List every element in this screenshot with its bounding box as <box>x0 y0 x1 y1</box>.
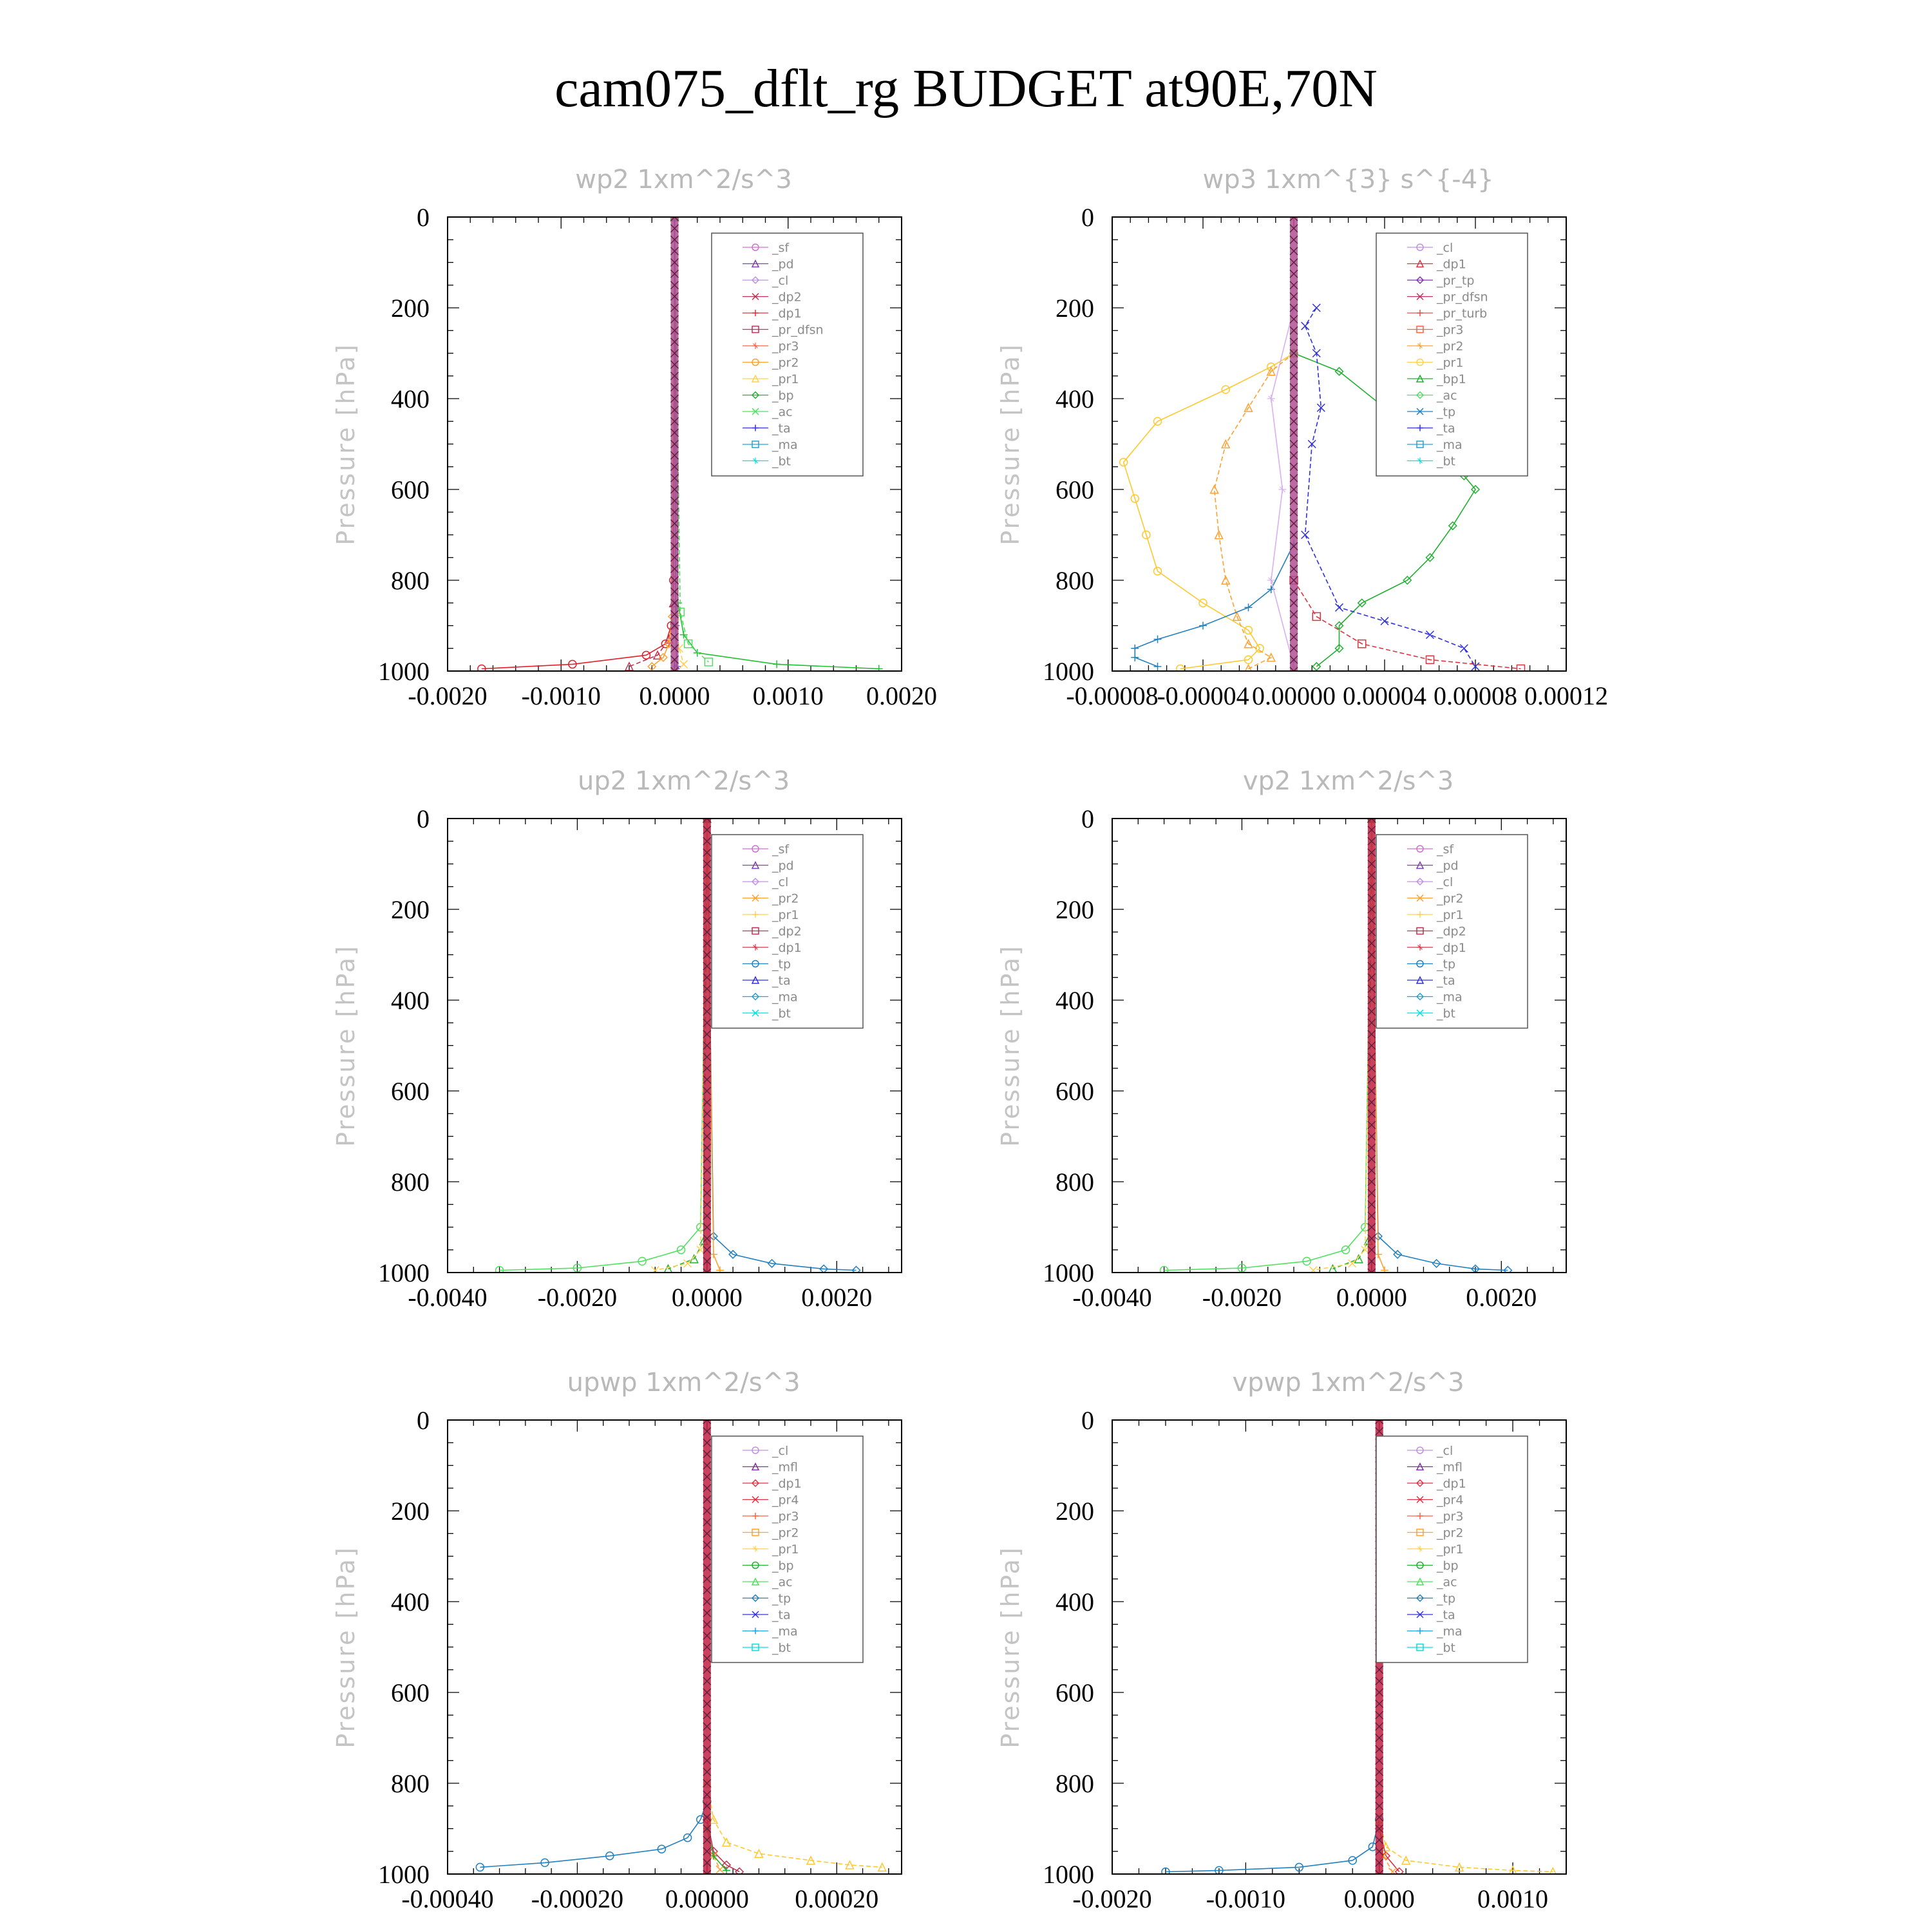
legend-entry: _mfl <box>1437 1460 1463 1475</box>
y-tick-label: 800 <box>1056 566 1094 595</box>
series-line <box>480 1801 707 1867</box>
series-line <box>1166 1819 1379 1871</box>
series-line <box>1124 354 1294 669</box>
y-tick-label: 200 <box>391 1497 430 1526</box>
y-tick-label: 200 <box>391 895 430 924</box>
panel-title: wp3 1xm^{3} s^{-4} <box>1202 165 1494 194</box>
legend-entry: _pr1 <box>1437 1542 1464 1557</box>
legend-entry: _sf <box>772 842 790 857</box>
figure-title: cam075_dflt_rg BUDGET at90E,70N <box>554 59 1378 118</box>
x-tick-label: 0.00004 <box>1343 681 1426 710</box>
y-tick-label: 200 <box>1056 895 1094 924</box>
y-tick-label: 1000 <box>1043 657 1094 686</box>
legend-entry: _bt <box>1437 454 1456 469</box>
chart-panel <box>996 766 1566 1312</box>
x-tick-label: -0.0040 <box>408 1283 488 1312</box>
legend <box>712 835 863 1028</box>
legend-entry: _bt <box>772 1007 791 1021</box>
x-tick-label: -0.0020 <box>537 1283 618 1312</box>
data-point <box>1267 576 1275 584</box>
legend-entry: _dp2 <box>772 924 802 939</box>
legend-entry: _tp <box>772 1591 791 1606</box>
data-point <box>684 1260 692 1267</box>
legend-entry: _pr2 <box>772 355 799 370</box>
y-tick-label: 800 <box>391 566 430 595</box>
y-tick-label: 0 <box>417 203 430 232</box>
chart-panel <box>332 1368 902 1913</box>
chart-panel <box>996 165 1608 710</box>
series-line <box>500 819 707 1271</box>
x-tick-label: 0.0000 <box>1343 1884 1415 1913</box>
y-tick-label: 0 <box>1081 804 1094 833</box>
x-tick-label: -0.0010 <box>1206 1884 1286 1913</box>
x-tick-label: -0.0020 <box>1072 1884 1152 1913</box>
legend-entry: _ta <box>1437 421 1455 436</box>
data-point <box>1267 395 1275 402</box>
data-point <box>1336 603 1343 611</box>
legend-entry: _ma <box>772 1624 798 1639</box>
legend-entry: _ma <box>1437 438 1463 452</box>
x-tick-label: -0.00020 <box>531 1884 624 1913</box>
legend-entry: _sf <box>772 241 790 255</box>
legend-entry: _pr2 <box>772 1526 799 1540</box>
y-tick-label: 400 <box>1056 384 1094 413</box>
y-tick-label: 400 <box>391 384 430 413</box>
legend-entry: _pd <box>1437 858 1459 873</box>
series-line <box>629 217 675 667</box>
y-tick-label: 400 <box>1056 986 1094 1015</box>
y-tick-label: 1000 <box>1043 1258 1094 1287</box>
panel-title: vp2 1xm^2/s^3 <box>1242 766 1454 796</box>
legend-entry: _pr_dfsn <box>772 323 824 337</box>
legend-entry: _cl <box>1437 875 1454 889</box>
x-tick-label: -0.0010 <box>521 681 601 710</box>
legend-entry: _pr2 <box>772 891 799 906</box>
legend-entry: _pr4 <box>772 1493 799 1508</box>
legend-entry: _pr1 <box>772 372 799 386</box>
legend-entry: _ac <box>1437 1575 1457 1589</box>
legend-entry: _ta <box>772 1608 791 1622</box>
data-point <box>694 649 701 657</box>
x-tick-label: -0.0040 <box>1072 1283 1152 1312</box>
legend-entry: _pd <box>772 257 794 272</box>
legend-entry: _ac <box>772 405 793 419</box>
legend-entry: _pr_dfsn <box>1437 290 1488 305</box>
x-tick-label: 0.0020 <box>866 681 937 710</box>
y-tick-label: 200 <box>1056 294 1094 323</box>
chart-panel <box>996 1368 1566 1913</box>
legend <box>712 1436 863 1663</box>
data-point <box>1381 617 1388 625</box>
legend <box>1376 1436 1528 1663</box>
series-line <box>675 217 709 662</box>
legend-entry: _pr3 <box>772 1510 799 1524</box>
x-tick-label: 0.0000 <box>639 681 710 710</box>
y-tick-label: 800 <box>1056 1769 1094 1798</box>
y-tick-label: 1000 <box>378 1258 430 1287</box>
legend-entry: _ma <box>772 438 798 452</box>
legend-entry: _ma <box>1437 1624 1463 1639</box>
y-tick-label: 1000 <box>378 657 430 686</box>
data-point <box>1312 304 1320 312</box>
legend-entry: _ta <box>772 421 791 436</box>
series-line <box>482 217 675 669</box>
legend-entry: _cl <box>772 875 789 889</box>
x-tick-label: 0.0020 <box>1466 1283 1537 1312</box>
x-tick-label: 0.00000 <box>665 1884 749 1913</box>
legend-entry: _bp1 <box>1437 372 1466 386</box>
legend-entry: _ac <box>772 1575 793 1589</box>
panel-title: vpwp 1xm^2/s^3 <box>1232 1368 1464 1397</box>
x-tick-label: 0.0010 <box>1477 1884 1549 1913</box>
legend-entry: _cl <box>1437 241 1454 255</box>
legend-entry: _dp1 <box>772 307 802 321</box>
x-tick-label: -0.0020 <box>408 681 488 710</box>
y-axis-label: Pressure [hPa] <box>996 944 1025 1147</box>
y-tick-label: 200 <box>391 294 430 323</box>
legend-entry: _cl <box>1437 1444 1454 1458</box>
x-tick-label: -0.00008 <box>1066 681 1159 710</box>
legend-entry: _bp <box>1437 1558 1459 1573</box>
y-tick-label: 400 <box>391 1587 430 1616</box>
legend-entry: _tp <box>772 957 791 972</box>
legend-entry: _pr1 <box>1437 355 1464 370</box>
y-tick-label: 0 <box>417 1406 430 1435</box>
y-tick-label: 600 <box>1056 475 1094 504</box>
data-point <box>1302 531 1309 539</box>
data-point <box>1302 322 1309 330</box>
legend-entry: _pr1 <box>1437 908 1464 922</box>
x-tick-label: -0.0020 <box>1202 1283 1282 1312</box>
legend-entry: _pr2 <box>1437 1526 1464 1540</box>
legend-entry: _dp1 <box>772 941 802 955</box>
legend-entry: _dp2 <box>1437 924 1466 939</box>
legend-entry: _ma <box>772 990 798 1005</box>
series-line <box>1294 580 1521 669</box>
y-tick-label: 400 <box>1056 1587 1094 1616</box>
y-tick-label: 0 <box>1081 203 1094 232</box>
x-tick-label: 0.00000 <box>1252 681 1336 710</box>
data-point <box>1278 486 1286 493</box>
legend-entry: _pr1 <box>772 1542 799 1557</box>
legend-entry: _mfl <box>772 1460 798 1475</box>
x-tick-label: 0.00012 <box>1524 681 1608 710</box>
legend-entry: _pr4 <box>1437 1493 1464 1508</box>
legend <box>1376 233 1528 476</box>
y-tick-label: 0 <box>417 804 430 833</box>
legend-entry: _ta <box>1437 974 1455 988</box>
legend-entry: _tp <box>1437 1591 1456 1606</box>
chart-panel <box>332 165 937 710</box>
data-point <box>1349 1260 1356 1267</box>
y-tick-label: 600 <box>391 1077 430 1106</box>
y-tick-label: 600 <box>1056 1678 1094 1707</box>
data-point <box>680 660 688 668</box>
legend-entry: _sf <box>1437 842 1454 857</box>
data-point <box>1131 654 1139 661</box>
legend-entry: _bt <box>772 454 791 469</box>
x-tick-label: 0.0000 <box>671 1283 743 1312</box>
legend-entry: _pr2 <box>1437 891 1464 906</box>
series-line <box>655 819 707 1271</box>
legend-entry: _pd <box>772 858 794 873</box>
legend-entry: _pr_turb <box>1437 307 1488 321</box>
y-tick-label: 1000 <box>378 1860 430 1889</box>
x-tick-label: 0.00008 <box>1434 681 1517 710</box>
legend <box>1376 835 1528 1028</box>
y-tick-label: 800 <box>391 1168 430 1197</box>
legend-entry: _bt <box>772 1641 791 1655</box>
legend-entry: _dp1 <box>772 1477 802 1491</box>
legend-entry: _cl <box>772 1444 789 1458</box>
y-tick-label: 800 <box>391 1769 430 1798</box>
x-tick-label: -0.00040 <box>401 1884 494 1913</box>
legend-entry: _ta <box>772 974 791 988</box>
legend-entry: _tp <box>1437 957 1456 972</box>
legend-entry: _dp1 <box>1437 941 1466 955</box>
y-axis-label: Pressure [hPa] <box>996 1546 1025 1748</box>
legend <box>712 233 863 476</box>
legend-entry: _bt <box>1437 1007 1456 1021</box>
data-point <box>1460 645 1468 652</box>
legend-entry: _pr3 <box>772 339 799 354</box>
legend-entry: _dp2 <box>772 290 802 305</box>
legend-entry: _pr1 <box>772 908 799 922</box>
legend-entry: _pr3 <box>1437 1510 1464 1524</box>
data-point <box>1154 663 1162 670</box>
legend-entry: _ma <box>1437 990 1463 1005</box>
legend-entry: _pr3 <box>1437 323 1464 337</box>
y-axis-label: Pressure [hPa] <box>332 944 360 1147</box>
y-tick-label: 200 <box>1056 1497 1094 1526</box>
y-axis-label: Pressure [hPa] <box>332 343 360 545</box>
panel-title: upwp 1xm^2/s^3 <box>567 1368 800 1397</box>
y-tick-label: 400 <box>391 986 430 1015</box>
series-line <box>1164 819 1372 1271</box>
y-tick-label: 600 <box>391 475 430 504</box>
x-tick-label: 0.00020 <box>795 1884 879 1913</box>
x-tick-label: -0.00004 <box>1157 681 1249 710</box>
data-point <box>1199 622 1207 630</box>
legend-entry: _ta <box>1437 1608 1455 1622</box>
y-tick-label: 800 <box>1056 1168 1094 1197</box>
data-point <box>1131 645 1139 652</box>
legend-entry: _bp <box>772 388 794 403</box>
y-axis-label: Pressure [hPa] <box>332 1546 360 1748</box>
panel-title: up2 1xm^2/s^3 <box>577 766 790 796</box>
x-tick-label: 0.0010 <box>752 681 824 710</box>
series-line <box>1135 544 1294 667</box>
series-line <box>1313 819 1372 1271</box>
series-line <box>707 1783 882 1867</box>
legend-entry: _bt <box>1437 1641 1456 1655</box>
legend-entry: _tp <box>1437 405 1456 419</box>
chart-panel <box>332 766 902 1312</box>
legend-entry: _bp <box>772 1558 794 1573</box>
x-tick-label: 0.0020 <box>801 1283 873 1312</box>
legend-entry: _ac <box>1437 388 1457 403</box>
data-point <box>1154 636 1162 643</box>
legend-entry: _dp1 <box>1437 1477 1466 1491</box>
data-point <box>773 660 781 668</box>
x-tick-label: 0.0000 <box>1336 1283 1407 1312</box>
data-point <box>723 1839 730 1846</box>
y-tick-label: 600 <box>391 1678 430 1707</box>
y-tick-label: 600 <box>1056 1077 1094 1106</box>
legend-entry: _cl <box>772 274 789 288</box>
y-axis-label: Pressure [hPa] <box>996 343 1025 545</box>
legend-entry: _dp1 <box>1437 257 1466 272</box>
data-point <box>1426 631 1434 639</box>
y-tick-label: 0 <box>1081 1406 1094 1435</box>
legend-entry: _pr_tp <box>1437 274 1475 288</box>
legend-entry: _pr2 <box>1437 339 1464 354</box>
y-tick-label: 1000 <box>1043 1860 1094 1889</box>
panel-title: wp2 1xm^2/s^3 <box>575 165 792 194</box>
